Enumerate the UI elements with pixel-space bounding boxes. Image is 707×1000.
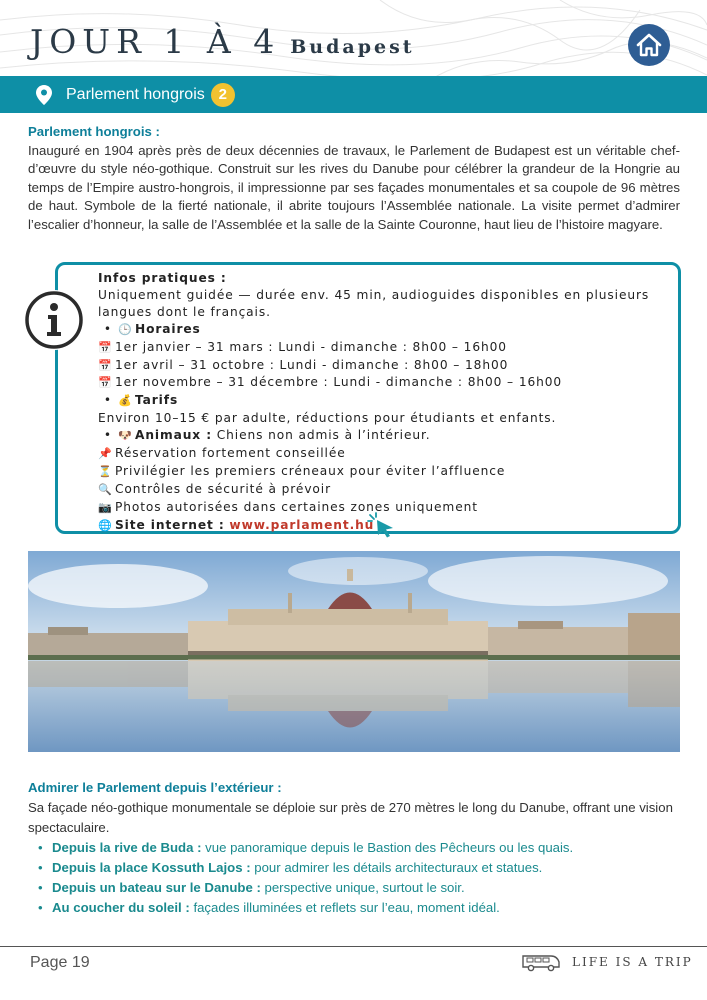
parliament-photo — [28, 551, 680, 752]
intro-heading: Parlement hongrois : — [28, 124, 160, 139]
horaires-text: 1er janvier – 31 mars : Lundi - dimanche : 8h00 – 16h00 — [115, 339, 507, 354]
animaux-label: Animaux : — [135, 428, 212, 443]
viewpoint-text: vue panoramique depuis le Bastion des Pêcheurs ou les quais. — [205, 840, 574, 855]
creneaux-text: Privilégier les premiers créneaux pour éviter l’affluence — [115, 463, 506, 478]
calendar-icon: 📅 — [98, 358, 113, 372]
practical-info-list — [98, 270, 668, 535]
clock-icon: 🕒 — [118, 322, 133, 336]
security-item — [98, 481, 668, 499]
animaux-text: Chiens non admis à l’intérieur. — [216, 428, 431, 443]
home-icon — [636, 33, 662, 57]
home-button[interactable] — [628, 24, 670, 66]
intro-paragraph — [28, 123, 680, 235]
tarifs-text: Environ 10–15 € par adulte, réductions pour étudiants et enfants. — [98, 411, 557, 426]
viewpoint-text: façades illuminées et reflets sur l’eau, moment idéal. — [193, 900, 500, 915]
tarifs-label: Tarifs — [135, 393, 179, 408]
horaires-text: 1er avril – 31 octobre : Lundi - dimanche : 8h00 – 18h00 — [115, 357, 509, 372]
camera-icon: 📷 — [98, 500, 113, 514]
day-title: JOUR 1 À 4 — [30, 22, 281, 61]
footer-divider — [0, 946, 707, 947]
calendar-icon: 📅 — [98, 340, 113, 354]
horaires-item — [98, 357, 668, 375]
viewpoint-item — [34, 878, 682, 898]
banner-title: Parlement hongrois — [66, 85, 205, 103]
exterior-viewing-section — [28, 778, 682, 918]
viewpoint-label: Depuis la place Kossuth Lajos : — [52, 860, 251, 875]
viewpoint-label: Depuis un bateau sur le Danube : — [52, 880, 261, 895]
info-icon — [24, 290, 84, 350]
reservation-item — [98, 445, 668, 463]
security-text: Contrôles de sécurité à prévoir — [115, 481, 331, 496]
exterior-text: Sa façade néo-gothique monumentale se déploie sur près de 270 mètres le long du Danube, offrant une vision spectaculaire. — [28, 800, 673, 835]
tarifs-heading: • 💰 Tarifs — [98, 392, 668, 410]
horaires-item — [98, 339, 668, 357]
page-header — [30, 22, 415, 72]
horaires-heading: • 🕒 Horaires — [98, 321, 668, 339]
creneaux-item — [98, 463, 668, 481]
dog-icon: 🐶 — [118, 429, 133, 443]
infos-heading: Infos pratiques : — [98, 271, 227, 285]
map-pin-icon — [36, 85, 52, 105]
money-bag-icon: 💰 — [118, 394, 133, 408]
viewpoint-text: perspective unique, surtout le soir. — [264, 880, 465, 895]
section-banner — [0, 76, 707, 113]
van-icon — [521, 952, 561, 972]
reservation-text: Réservation fortement conseillée — [115, 446, 346, 461]
globe-icon: 🌐 — [98, 518, 113, 532]
magnifier-icon: 🔍 — [98, 482, 113, 496]
viewpoint-item — [34, 838, 682, 858]
photos-text: Photos autorisées dans certaines zones uniquement — [115, 499, 478, 514]
viewpoint-list — [34, 838, 682, 918]
animaux-item: • 🐶 Animaux : Chiens non admis à l’intérieur. — [98, 427, 668, 445]
guided-visit-info: Uniquement guidée — durée env. 45 min, audioguides disponibles en plusieurs langues dont le français. — [98, 287, 650, 319]
website-link[interactable]: www.parlament.hu — [229, 517, 375, 532]
intro-text: Inauguré en 1904 après près de deux décennies de travaux, le Parlement de Budapest est un véritable chef-d’œuvre du style néo-gothique. Construit sur les rives du Danube pour célébrer la grandeur de la Hongrie au temps de l’Empire austro-hongrois, il impressionne par ses façades monumentales et sa coupole de 96 mètres de haut. Symbole de la fierté nationale, il abrite toujours l’Assemblée nationale. La visite permet d’admirer l’escalier d’honneur, la salle de l’Assemblée et la salle de la Sainte Couronne, haut lieu de l’histoire magyare. — [28, 142, 680, 232]
viewpoint-text: pour admirer les détails architecturaux et statues. — [254, 860, 543, 875]
viewpoint-label: Au coucher du soleil : — [52, 900, 190, 915]
horaires-text: 1er novembre – 31 décembre : Lundi - dimanche : 8h00 – 16h00 — [115, 375, 563, 390]
viewpoint-label: Depuis la rive de Buda : — [52, 840, 202, 855]
hourglass-icon: ⏳ — [98, 464, 113, 478]
exterior-heading: Admirer le Parlement depuis l’extérieur : — [28, 780, 282, 795]
page-number: Page 19 — [30, 954, 90, 971]
pushpin-icon: 📌 — [98, 447, 113, 461]
horaires-label: Horaires — [135, 321, 201, 336]
stop-number-badge: 2 — [211, 83, 235, 107]
click-cursor-icon — [367, 512, 397, 538]
website-label: Site internet : — [115, 517, 225, 532]
viewpoint-item — [34, 858, 682, 878]
calendar-icon: 📅 — [98, 376, 113, 390]
horaires-item — [98, 374, 668, 392]
brand-name: LIFE IS A TRIP — [572, 955, 693, 969]
city-name: Budapest — [290, 36, 415, 58]
viewpoint-item — [34, 898, 682, 918]
